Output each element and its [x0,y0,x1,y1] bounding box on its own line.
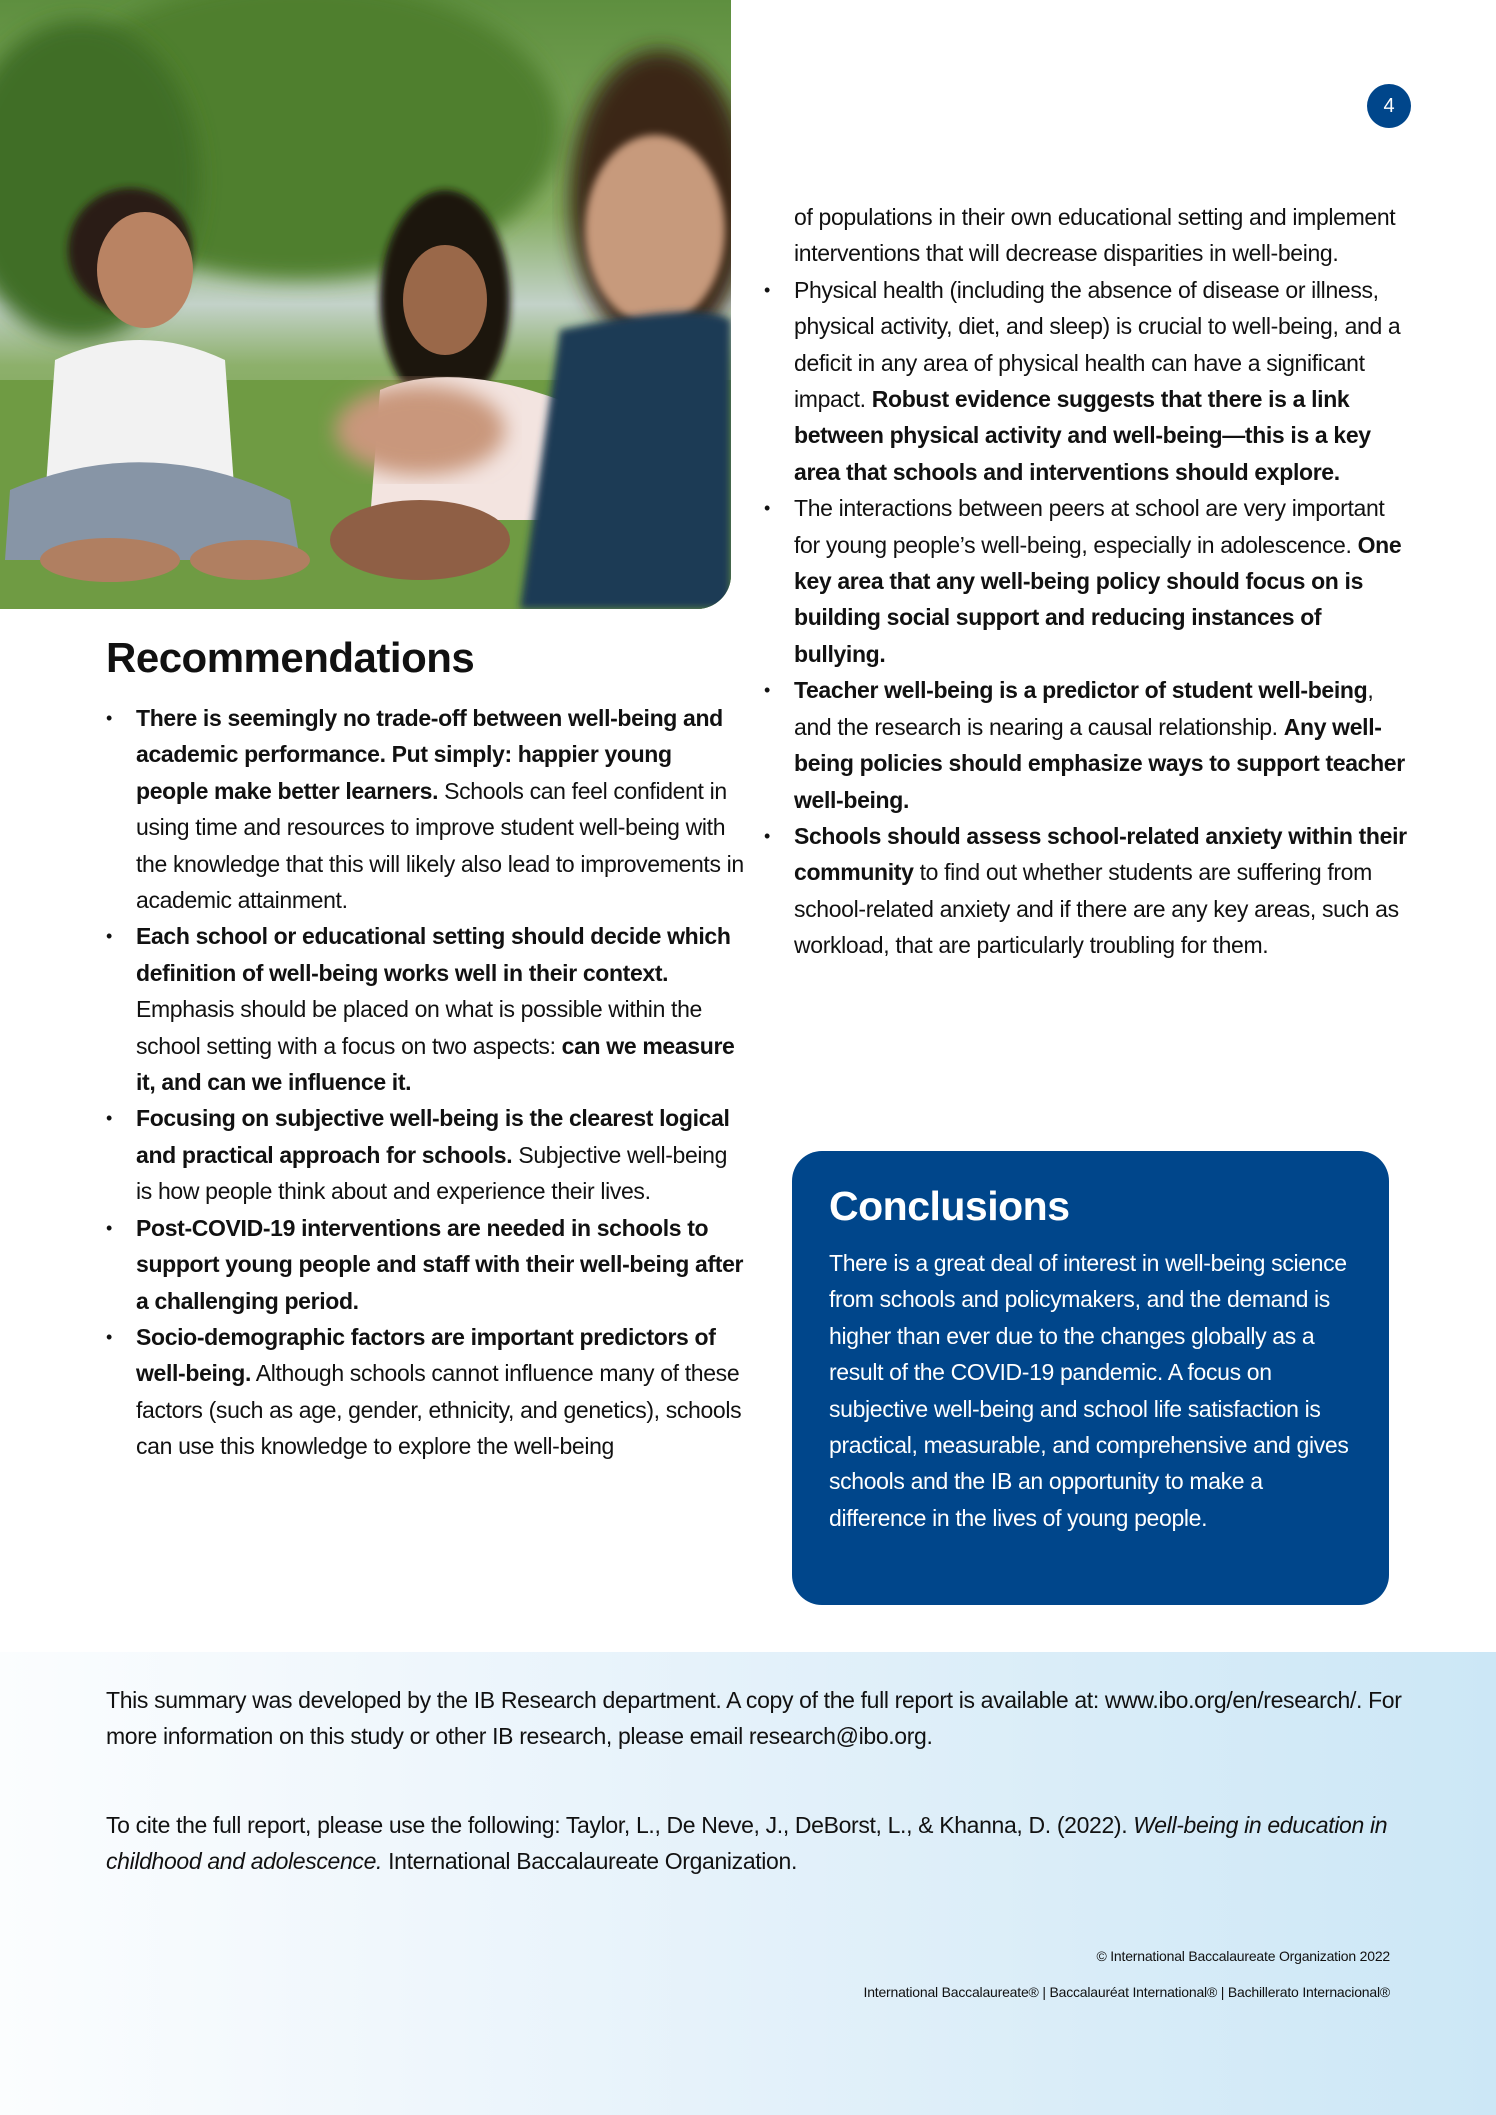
list-item [764,272,1414,490]
conclusions-box [792,1151,1389,1605]
conclusions-title: Conclusions [829,1183,1070,1229]
conclusions-body: There is a great deal of interest in well-being science from schools and policymakers, and the demand is higher than ever due to the changes globally as a result of the COVID-19 pandemic. A focus on subjective well-being and school life satisfaction is practical, measurable, and comprehensive and gives schools and the IB an opportunity to make a difference in the lives of young people. [829,1250,1349,1531]
hero-photo [0,0,731,609]
copyright-line: © International Baccalaureate Organization 2022 [1096,1948,1390,1964]
citation-prefix: To cite the full report, please use the following: Taylor, L., De Neve, J., DeBorst, L., & Khanna, D. (2022). [106,1812,1134,1838]
trademarks-line: International Baccalaureate® | Baccalauréat International® | Bachillerato Internacional® [863,1984,1390,2000]
list-item-text: Although schools cannot influence many of these factors (such as age, gender, ethnicity, and genetics), schools can use this knowledge to explore the well-being [136,1360,742,1460]
recommendations-title: Recommendations [106,634,475,681]
recommendations-section [106,628,746,1465]
list-item-bold: can we measure it, and can we influence it. [136,1032,735,1096]
list-item [106,1210,746,1319]
list-item-bold: One key area that any well-being policy should focus on is building social support and reducing instances of bullying. [794,531,1402,667]
list-item [106,1100,746,1209]
list-item-text: of populations in their own educational setting and implement interventions that will decrease disparities in well-being. [794,204,1396,267]
list-item-bold: Socio-demographic factors are important predictors of well-being. [136,1323,716,1387]
list-item-bold: Focusing on subjective well-being is the clearest logical and practical approach for schools. [136,1105,730,1168]
list-item [764,672,1414,818]
photo-children-on-grass-icon [0,0,731,609]
summary-note: This summary was developed by the IB Research department. A copy of the full report is available at: www.ibo.org/en/research/. For more information on this study or other IB research, please email research@ibo.org. [106,1687,1402,1750]
list-item-text: Schools can feel confident in using time and resources to improve student well-being with the knowledge that this will likely also lead to improvements in academic attainment. [136,777,744,914]
footer-band [0,1652,1496,2115]
list-item-bold: Robust evidence suggests that there is a link between physical activity and well-being—this is a key area that schools and interventions should explore. [794,386,1371,485]
list-item [764,490,1414,672]
recommendations-list-continued [764,199,1414,964]
citation-suffix: International Baccalaureate Organization. [382,1848,797,1875]
list-item-text: Emphasis should be placed on what is possible within the school setting with a focus on two aspects: [136,996,702,1059]
list-item-text: Subjective well-being is how people think about and experience their lives. [136,1141,728,1205]
page-number-badge: 4 [1367,84,1411,128]
list-item [106,1319,746,1465]
list-item [106,918,746,1100]
list-item-bold: Any well-being policies should emphasize ways to support teacher well-being. [794,713,1405,813]
list-item-text: Physical health (including the absence of disease or illness, physical activity, diet, and sleep) is crucial to well-being, and a deficit in any area of physical health can have a significant impact. [794,276,1401,413]
list-item [106,700,746,918]
list-item-text: to find out whether students are suffering from school-related anxiety and if there are any key areas, such as workload, that are particularly troubling for them. [794,859,1399,959]
list-item-bold: There is seemingly no trade-off between well-being and academic performance. Put simply: happier young people make better learners. [136,705,723,804]
list-item-continued [764,199,1414,272]
recommendations-list [106,700,746,1465]
list-item-text: The interactions between peers at school are very important for young people’s well-being, especially in adolescence. [794,495,1385,558]
recommendations-continued [764,199,1414,964]
list-item-bold: Schools should assess school-related anxiety within their community [794,822,1407,886]
list-item [764,818,1414,964]
list-item-text: , and the research is nearing a causal relationship. [794,677,1374,740]
list-item-bold: Teacher well-being is a predictor of student well-being [794,677,1368,704]
citation [106,1807,1406,1880]
list-item-bold: Each school or educational setting should decide which definition of well-being works well in their context. [136,923,731,986]
citation-title: Well-being in education in childhood and adolescence. [106,1812,1388,1875]
list-item-bold: Post-COVID-19 interventions are needed in schools to support young people and staff with their well-being after a challenging period. [136,1214,744,1314]
